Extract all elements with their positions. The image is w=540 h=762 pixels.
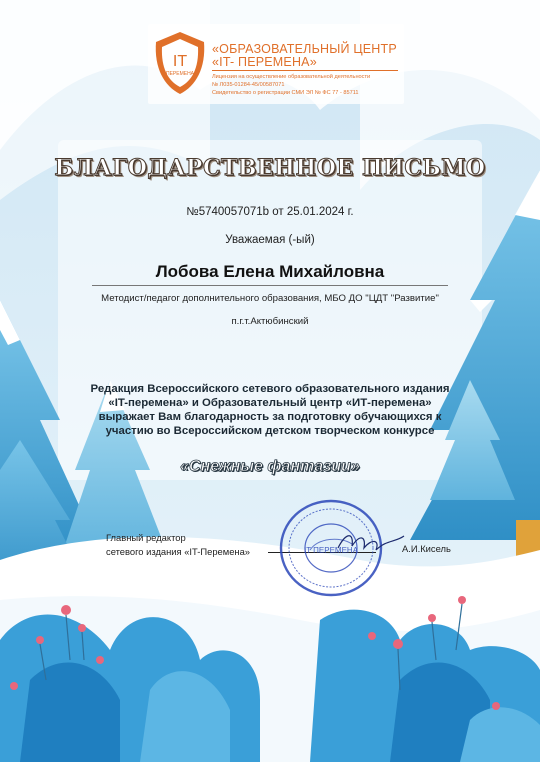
contest-name: «Снежные фантазии» [180,458,360,475]
certificate-number: №5740057071b от 25.01.2024 г. [186,206,354,218]
org-name-line1: «ОБРАЗОВАТЕЛЬНЫЙ ЦЕНТР [212,42,397,56]
greeting: Уважаемая (-ый) [225,234,315,246]
media-registration: Свидетельство о регистрации СМИ ЭЛ № ФС 77 - 85711 [212,90,359,96]
license-text: Лицензия на осуществление образовательной деятельности [212,74,371,80]
org-divider [212,70,398,71]
svg-text:IT ПЕРЕМЕНА: IT ПЕРЕМЕНА [303,546,359,555]
editor-role-line1: Главный редактор [106,532,186,543]
recipient-place: п.г.т.Актюбинский [231,316,309,327]
signer-name: А.И.Кисель [402,543,451,554]
name-underline [92,285,448,286]
handwritten-signature [336,528,406,556]
certificate-title: БЛАГОДАРСТВЕННОЕ ПИСЬМО [54,155,486,181]
body-line: Редакция Всероссийского сетевого образовательного издания [90,383,450,395]
recipient-position: Методист/педагог дополнительного образования, МБО ДО "ЦДТ "Развитие" [101,293,439,304]
body-line: выражает Вам благодарность за подготовку обучающихся к [98,411,442,423]
svg-text:IT: IT [172,53,188,70]
editor-role-line2: сетевого издания «IT-Перемена» [106,546,251,557]
org-name-line2: «IT- ПЕРЕМЕНА» [212,55,317,69]
body-line: участию во Всероссийском детском творческом конкурсе [105,425,435,437]
svg-text:ПЕРЕМЕНА: ПЕРЕМЕНА [165,71,195,77]
it-peremena-logo [152,30,208,96]
recipient-name: Лобова Елена Михайловна [155,262,385,281]
license-number: № Л035-01284-45/00587071 [212,82,285,88]
body-line: «IT-перемена» и Образовательный центр «ИТ-перемена» [108,397,432,409]
